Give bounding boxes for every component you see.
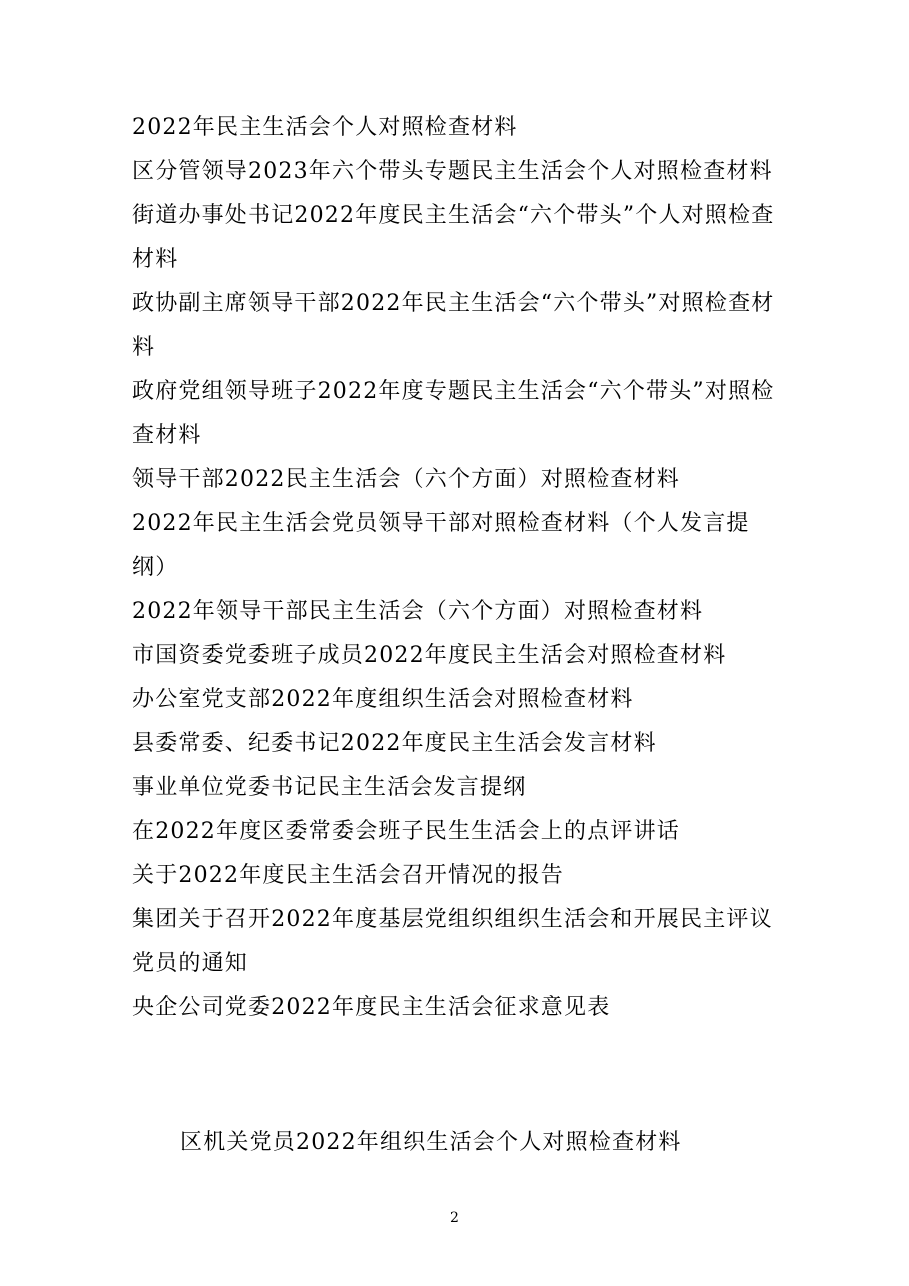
- page-number: 2: [450, 1210, 459, 1226]
- list-item: 县委常委、纪委书记2022年度民主生活会发言材料: [132, 731, 657, 756]
- list-item: 街道办事处书记2022年度民主生活会“六个带头”个人对照检查材料: [132, 203, 775, 272]
- list-item: 央企公司党委2022年度民主生活会征求意见表: [132, 995, 611, 1020]
- list-item: 市国资委党委班子成员2022年度民主生活会对照检查材料: [132, 643, 727, 668]
- list-item: 领导干部2022民主生活会（六个方面）对照检查材料: [132, 467, 680, 492]
- list-item: 2022年民主生活会党员领导干部对照检查材料（个人发言提纲）: [132, 511, 750, 580]
- list-item: 在2022年度区委常委会班子民生生活会上的点评讲话: [132, 819, 680, 844]
- list-item: 政协副主席领导干部2022年民主生活会“六个带头”对照检查材料: [132, 291, 775, 360]
- list-item: 2022年民主生活会个人对照检查材料: [132, 115, 518, 140]
- document-title-list: [132, 106, 782, 1030]
- list-item: 2022年领导干部民主生活会（六个方面）对照检查材料: [132, 599, 704, 624]
- list-item: 集团关于召开2022年度基层党组织组织生活会和开展民主评议党员的通知: [132, 907, 773, 976]
- list-item: 区分管领导2023年六个带头专题民主生活会个人对照检查材料: [132, 159, 773, 184]
- section-heading: 区机关党员2022年组织生活会个人对照检查材料: [180, 1130, 682, 1155]
- list-item: 关于2022年度民主生活会召开情况的报告: [132, 863, 564, 888]
- list-item: 办公室党支部2022年度组织生活会对照检查材料: [132, 687, 634, 712]
- list-item: 事业单位党委书记民主生活会发言提纲: [132, 775, 527, 800]
- list-item: 政府党组领导班子2022年度专题民主生活会“六个带头”对照检查材料: [132, 379, 775, 448]
